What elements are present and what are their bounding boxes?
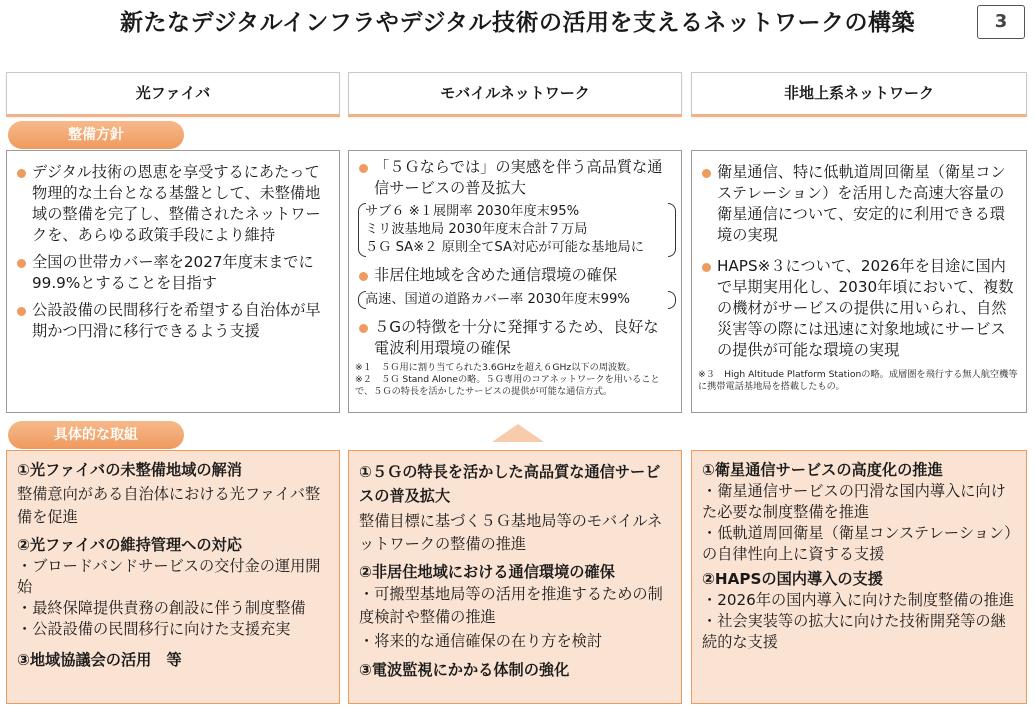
actions-box-fiber	[6, 450, 340, 704]
action-item: ・将来的な通信確保の在り方を検討	[359, 632, 602, 650]
action-item: ・最終保障提供責務の創設に伴う制度整備	[17, 599, 306, 617]
column-header-fiber: 光ファイバ	[6, 72, 340, 117]
column-header-mobile: モバイルネットワーク	[348, 72, 682, 117]
action-text: 整備目標に基づく５Ｇ基地局等のモバイルネットワークの整備の推進	[359, 512, 663, 553]
policy-bullet: 「５Ｇならでは」の実感を伴う高品質な通信サービスの普及拡大	[355, 157, 673, 199]
action-heading: ②非居住地域における通信環境の確保	[359, 563, 615, 581]
action-heading: ①５Ｇの特長を活かした高品質な通信サービスの普及拡大	[359, 463, 661, 505]
target-list	[361, 289, 673, 311]
target-list	[361, 201, 673, 259]
action-heading: ②光ファイバの維持管理への対応	[17, 536, 242, 554]
policy-box-mobile	[348, 150, 682, 413]
policy-bullet: 非居住地域を含めた通信環境の確保	[355, 265, 673, 286]
policy-box-fiber	[6, 150, 340, 413]
action-item: ・2026年の国内導入に向けた制度整備の推進	[702, 591, 1015, 609]
policy-bullet: 衛星通信、特に低軌道周回衛星（衛星コンステレーション）を活用した高速大容量の衛星通信について、安定的に利用できる環境の実現	[698, 162, 1018, 246]
action-item: ・社会実装等の拡大に向けた技術開発等の継続的な支援	[702, 612, 1006, 651]
action-item: ・衛星通信サービスの円滑な国内導入に向けた必要な制度整備を推進	[702, 482, 1006, 521]
policy-bullet: 全国の世帯カバー率を2027年度末までに99.9%とすることを目指す	[13, 252, 333, 294]
policy-bullet: デジタル技術の恩恵を享受するにあたって物理的な土台となる基盤として、未整備地域の整備を完了し、整備されたネットワークを、あらゆる政策手段により維持	[13, 162, 333, 246]
page-number: 3	[977, 5, 1025, 39]
footnote: ※３ High Altitude Platform Stationの略。成層圏を飛行する無人航空機等に携帯電話基地局を搭載したもの。	[698, 369, 1018, 392]
policy-bullet: 公設設備の民間移行を希望する自治体が早期かつ円滑に移行できるよう支援	[13, 300, 333, 342]
column-header-ntn: 非地上系ネットワーク	[691, 72, 1027, 117]
action-item: ・ブロードバンドサービスの交付金の運用開始	[17, 557, 321, 596]
target-item: サブ６ ※１展開率 2030年度末95%	[365, 204, 580, 219]
up-arrow-icon	[492, 424, 544, 442]
action-heading: ③地域協議会の活用 等	[17, 651, 182, 669]
footnote: ※２ ５Ｇ Stand Aloneの略。５Ｇ専用のコアネットワークを用いることで、５Ｇの特長を活かしたサービスの提供が可能な通信方式。	[355, 374, 660, 397]
actions-box-ntn	[691, 450, 1027, 704]
policy-bullet: HAPS※３について、2026年を目途に国内で早期実用化し、2030年頃において、複数の機材がサービスの提供に用いられ、自然災害等の際には迅速に対象地域にサービスの提供が可能な環境の実現	[698, 256, 1018, 361]
target-item: ミリ波基地局 2030年度末合計７万局	[365, 222, 588, 237]
page-title: 新たなデジタルインフラやデジタル技術の活用を支えるネットワークの構築	[119, 10, 916, 36]
action-heading: ②HAPSの国内導入の支援	[702, 570, 883, 588]
action-item: ・低軌道周回衛星（衛星コンステレーション）の自律性向上に資する支援	[702, 524, 1012, 563]
section-label-actions: 具体的な取組	[8, 421, 184, 449]
action-text: 整備意向がある自治体における光ファイバ整備を促進	[17, 485, 321, 526]
policy-box-ntn	[691, 150, 1027, 413]
footnote: ※１ ５Ｇ用に割り当てられた3.6GHzを超え６GHz以下の周波数。	[355, 362, 636, 373]
actions-box-mobile	[348, 450, 682, 704]
action-item: ・可搬型基地局等の活用を推進するための制度検討や整備の推進	[359, 585, 663, 626]
action-heading: ①光ファイバの未整備地域の解消	[17, 461, 242, 479]
target-item: 高速、国道の道路カバー率 2030年度末99%	[365, 292, 630, 307]
action-heading: ③電波監視にかかる体制の強化	[359, 661, 570, 679]
target-item: ５Ｇ SA※２ 原則全てSA対応が可能な基地局に	[365, 240, 644, 255]
action-heading: ①衛星通信サービスの高度化の推進	[702, 461, 943, 479]
action-item: ・公設設備の民間移行に向けた支援充実	[17, 620, 291, 638]
section-label-policy: 整備方針	[8, 121, 184, 149]
policy-bullet: ５Gの特徴を十分に発揮するため、良好な電波利用環境の確保	[355, 317, 673, 359]
